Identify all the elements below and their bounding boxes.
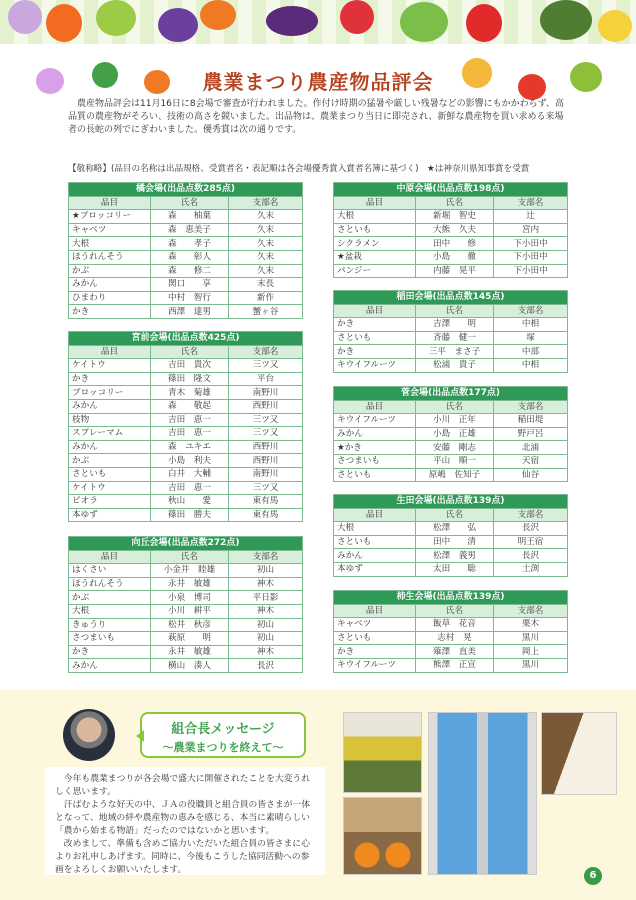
table-row [334,250,568,264]
name-cell: 田中 清 [416,535,494,549]
name-cell: 中村 智行 [151,291,229,305]
name-cell: 吉田 恵一 [151,481,229,495]
branch-cell: 黒川 [494,631,568,645]
item-cell: キウイフルーツ [334,358,416,372]
message-paragraph: 今年も農業まつりが各会場で盛大に開催されたことを大変うれしく思います。 [55,774,311,797]
item-cell: きゅうり [69,618,151,632]
branch-cell: 久末 [229,264,303,278]
item-cell: ひまわり [69,291,151,305]
table-row [334,345,568,359]
item-cell: かき [69,372,151,386]
name-cell: 大熊 久夫 [416,223,494,237]
venue-results-table [333,494,568,577]
item-cell: ほうれんそう [69,250,151,264]
branch-cell: 初山 [229,564,303,578]
legend-note: 【敬称略】(品目の名称は出品規格、受賞者名・表記順は各会場優秀賞入賞者名簿に基づく) ★は神奈川県知事賞を受賞 [68,164,530,174]
venue-title: 向丘会場(出品点数272点) [69,537,303,551]
name-cell: 小島 正雄 [416,427,494,441]
item-cell: かき [69,305,151,319]
column-header: 品目 [334,508,416,522]
name-cell: 平山 順一 [416,454,494,468]
branch-cell: 久末 [229,223,303,237]
table-row [334,223,568,237]
branch-cell: 末長 [229,278,303,292]
name-cell: 吉澤 明 [416,318,494,332]
branch-cell: 栗木 [494,618,568,632]
item-cell: かき [334,645,416,659]
item-cell: ★かき [334,441,416,455]
table-row [334,318,568,332]
branch-cell: 東有馬 [229,495,303,509]
name-cell: 新堀 智史 [416,210,494,224]
column-header: 支部名 [229,345,303,359]
name-cell: 松浦 貴子 [416,358,494,372]
item-cell: ビオラ [69,495,151,509]
branch-cell: 神木 [229,604,303,618]
column-header: 氏名 [416,604,494,618]
name-cell: 小川 耕平 [151,604,229,618]
name-cell: 青木 菊雄 [151,386,229,400]
name-cell: 関口 享 [151,278,229,292]
award-ceremony-photo [428,712,537,875]
page-number: 6 [584,867,602,885]
column-header: 支部名 [229,550,303,564]
table-row [69,237,303,251]
branch-cell: 長沢 [494,522,568,536]
table-row [334,549,568,563]
name-cell: 吉田 恵一 [151,413,229,427]
message-paragraph: 改めまして、準備も含めご協力いただいた組合員の皆さまに心よりお礼申しあげます。同時に、今後もこうした協同活動への参画をよろしくお願いいたします。 [55,839,310,875]
venue-results-table [68,536,303,673]
persimmon-illustration [200,0,236,30]
venue-title: 橘会場(出品点数285点) [69,183,303,197]
venue-title: 柿生会場(出品点数139点) [334,591,568,605]
item-cell: さといも [334,331,416,345]
strawberry-illustration [340,0,374,34]
name-cell: 安藤 剛志 [416,441,494,455]
name-cell: 西澤 達男 [151,305,229,319]
column-header-row [334,304,568,318]
name-cell: 秋山 愛 [151,495,229,509]
branch-cell: 下小田中 [494,264,568,278]
table-row [334,264,568,278]
branch-cell: 天宿 [494,454,568,468]
item-cell: キャベツ [334,618,416,632]
branch-cell: 三ツ又 [229,359,303,373]
column-header: 品目 [334,400,416,414]
apple-illustration [598,10,632,42]
cabbage-illustration [400,2,448,42]
item-cell: 本ゆず [334,562,416,576]
column-header-row [334,196,568,210]
branch-cell: 長沢 [229,659,303,673]
table-row [69,291,303,305]
kiwi-exhibit-photo [541,712,617,795]
table-row [69,659,303,673]
table-row [69,440,303,454]
branch-cell: 稲田堤 [494,414,568,428]
item-cell: 本ゆず [69,508,151,522]
venue-results-table [68,182,303,319]
column-header-row [334,604,568,618]
table-row [69,632,303,646]
name-cell: 小泉 博司 [151,591,229,605]
branch-cell: 中部 [494,345,568,359]
table-row [69,467,303,481]
message-body [45,767,325,875]
table-row [334,645,568,659]
item-cell: 枝物 [69,413,151,427]
name-cell: 飯草 花音 [416,618,494,632]
branch-cell: 中相 [494,318,568,332]
branch-cell: 神木 [229,645,303,659]
column-header: 支部名 [494,604,568,618]
venue-results-table [333,290,568,373]
venue-results-table [333,386,568,482]
item-cell: さつまいも [69,632,151,646]
name-cell: 斉藤 健一 [416,331,494,345]
column-header: 氏名 [416,400,494,414]
column-header-row [69,345,303,359]
name-cell: 松澤 弘 [416,522,494,536]
name-cell: 吉田 貴次 [151,359,229,373]
item-cell: 大根 [69,604,151,618]
item-cell: かき [69,645,151,659]
branch-cell: 明王宿 [494,535,568,549]
branch-cell: 新作 [229,291,303,305]
branch-cell: 辻 [494,210,568,224]
page-title: 農業まつり農産物品評会 [202,70,434,94]
branch-cell: 久末 [229,237,303,251]
column-header: 氏名 [416,304,494,318]
pansy-illustration [158,8,198,42]
name-cell: 三平 まさ子 [416,345,494,359]
table-row [334,562,568,576]
item-cell: ブロッコリー [69,386,151,400]
venue-results-table [68,331,303,522]
name-cell: 森 恵美子 [151,223,229,237]
table-row [334,427,568,441]
table-row [69,427,303,441]
pumpkin-illustration [540,0,592,40]
column-header-row [69,196,303,210]
column-header-row [334,508,568,522]
column-header: 支部名 [494,304,568,318]
column-header: 品目 [334,304,416,318]
table-row [69,481,303,495]
branch-cell: 北浦 [494,441,568,455]
branch-cell: 三ツ又 [229,413,303,427]
table-row [334,331,568,345]
branch-cell: 三ツ又 [229,427,303,441]
name-cell: 小島 徹 [416,250,494,264]
branch-cell: 南野川 [229,467,303,481]
branch-cell: 西野川 [229,399,303,413]
name-cell: 篠田 勝夫 [151,508,229,522]
intro-text: 農産物品評会は11月16日に8会場で審査が行われました。作付け時期の猛暑や厳しい残暑などの影響にもかかわらず、高品質の農産物がそろい、技術の高さを競いました。出品物は、農業まつり当日に即売され、新鮮な農産物を買い求める来場者の長蛇の列でにぎわいました。優秀賞は次の通りです。 [68,99,564,135]
item-cell: みかん [69,440,151,454]
name-cell: 森 彰人 [151,250,229,264]
name-cell: 篠田 隆文 [151,372,229,386]
table-row [334,468,568,482]
name-cell: 森 修二 [151,264,229,278]
table-row [69,564,303,578]
branch-cell: 土渕 [494,562,568,576]
venue-results-table [333,590,568,673]
name-cell: 吉田 恵一 [151,427,229,441]
name-cell: 森 ユキエ [151,440,229,454]
branch-cell: 宮内 [494,223,568,237]
table-row [334,454,568,468]
item-cell: かき [334,345,416,359]
item-cell: ★盆栽 [334,250,416,264]
name-cell: 薙澤 直美 [416,645,494,659]
table-row [69,264,303,278]
venue-title: 稲田会場(出品点数145点) [334,291,568,305]
item-cell: キャベツ [69,223,151,237]
column-header: 支部名 [494,400,568,414]
item-cell: かぶ [69,454,151,468]
message-subheading: ～農業まつりを終えて～ [162,741,284,754]
table-row [69,618,303,632]
message-paragraph: 汗ばむような好天の中、ＪＡの役職員と組合員の皆さまが一体となって、地域の絆や農産物の恵みを感じる、本当に素晴らしい「農から始まる物語」だったのではないかと思います。 [55,800,311,836]
branch-cell: 初山 [229,632,303,646]
name-cell: 熊澤 正宣 [416,658,494,672]
table-row [334,658,568,672]
table-row [69,454,303,468]
table-row [334,358,568,372]
column-header: 品目 [334,196,416,210]
branch-cell: 岡上 [494,645,568,659]
pansy-illustration [8,0,42,34]
table-row [69,413,303,427]
table-row [69,645,303,659]
column-header: 氏名 [151,345,229,359]
pepper-illustration [466,4,502,42]
item-cell: みかん [69,399,151,413]
name-cell: 内藤 晃平 [416,264,494,278]
item-cell: かぶ [69,591,151,605]
persimmon-exhibit-photo [343,797,422,875]
item-cell: 大根 [334,210,416,224]
column-header: 品目 [334,604,416,618]
branch-cell: 久末 [229,210,303,224]
column-header: 品目 [69,196,151,210]
name-cell: 太田 聡 [416,562,494,576]
table-row [334,618,568,632]
branch-cell: 初山 [229,618,303,632]
item-cell: みかん [69,278,151,292]
table-row [334,414,568,428]
item-cell: はくさい [69,564,151,578]
venue-title: 中原会場(出品点数198点) [334,183,568,197]
column-header: 支部名 [494,508,568,522]
branch-cell: 長沢 [494,549,568,563]
table-row [69,508,303,522]
item-cell: さといも [69,467,151,481]
table-row [69,372,303,386]
table-row [69,278,303,292]
branch-cell: 西野川 [229,454,303,468]
item-cell: さといも [334,223,416,237]
name-cell: 森 敬起 [151,399,229,413]
branch-cell: 中相 [494,358,568,372]
column-header: 氏名 [416,508,494,522]
name-cell: 白井 大輔 [151,467,229,481]
item-cell: ★ブロッコリー [69,210,151,224]
venue-title: 菅会場(出品点数177点) [334,387,568,401]
column-header: 氏名 [416,196,494,210]
item-cell: パンジー [334,264,416,278]
table-row [69,604,303,618]
branch-cell: 三ツ又 [229,481,303,495]
kiwi-illustration [96,0,136,36]
branch-cell: 下小田中 [494,237,568,251]
name-cell: 萩原 明 [151,632,229,646]
branch-cell: 平日影 [229,591,303,605]
name-cell: 田中 修 [416,237,494,251]
branch-cell: 野戸呂 [494,427,568,441]
name-cell: 永井 敏雄 [151,577,229,591]
table-row [334,522,568,536]
item-cell: ケイトウ [69,481,151,495]
table-row [69,305,303,319]
name-cell: 永井 敏雄 [151,645,229,659]
name-cell: 小島 利夫 [151,454,229,468]
branch-cell: 神木 [229,577,303,591]
name-cell: 小金井 睦雄 [151,564,229,578]
table-row [334,441,568,455]
table-row [334,237,568,251]
item-cell: 大根 [69,237,151,251]
table-row [69,577,303,591]
item-cell: スプレーマム [69,427,151,441]
name-cell: 松井 秋彦 [151,618,229,632]
branch-cell: 平台 [229,372,303,386]
column-header-row [69,550,303,564]
name-cell: 横山 湊人 [151,659,229,673]
column-header: 氏名 [151,550,229,564]
item-cell: シクラメン [334,237,416,251]
name-cell: 原嶋 佐知子 [416,468,494,482]
table-row [69,223,303,237]
item-cell: さといも [334,468,416,482]
name-cell: 森 孝子 [151,237,229,251]
branch-cell: 久末 [229,250,303,264]
table-row [69,210,303,224]
branch-cell: 南野川 [229,386,303,400]
branch-cell: 塚 [494,331,568,345]
name-cell: 松澤 義男 [416,549,494,563]
name-cell: 森 柚葉 [151,210,229,224]
column-header-row [334,400,568,414]
table-row [69,250,303,264]
branch-cell: 東有馬 [229,508,303,522]
item-cell: かぶ [69,264,151,278]
name-cell: 小川 正年 [416,414,494,428]
table-row [69,495,303,509]
table-row [69,359,303,373]
branch-cell: 下小田中 [494,250,568,264]
message-speech-bubble [140,712,306,758]
table-row [334,535,568,549]
item-cell: みかん [334,427,416,441]
column-header: 氏名 [151,196,229,210]
item-cell: かき [334,318,416,332]
venue-results-table [333,182,568,278]
venue-title: 宮前会場(出品点数425点) [69,332,303,346]
branch-cell: 蟹ヶ谷 [229,305,303,319]
item-cell: ほうれんそう [69,577,151,591]
item-cell: さつまいも [334,454,416,468]
column-header: 支部名 [494,196,568,210]
chrysanthemum-photo [343,712,422,793]
branch-cell: 仙谷 [494,468,568,482]
table-row [334,210,568,224]
table-row [69,591,303,605]
table-row [69,386,303,400]
item-cell: みかん [69,659,151,673]
item-cell: さといも [334,631,416,645]
pepper-illustration [46,4,82,42]
item-cell: ケイトウ [69,359,151,373]
item-cell: 大根 [334,522,416,536]
item-cell: さといも [334,535,416,549]
message-heading: 組合長メッセージ [171,722,275,737]
item-cell: みかん [334,549,416,563]
eggplant-illustration [266,6,318,36]
item-cell: キウイフルーツ [334,414,416,428]
venue-title: 生田会場(出品点数139点) [334,495,568,509]
column-header: 品目 [69,550,151,564]
vegetable-header-banner [0,0,636,44]
branch-cell: 西野川 [229,440,303,454]
table-row [334,631,568,645]
item-cell: キウイフルーツ [334,658,416,672]
branch-cell: 黒川 [494,658,568,672]
column-header: 支部名 [229,196,303,210]
column-header: 品目 [69,345,151,359]
president-photo [63,709,115,761]
name-cell: 志村 晃 [416,631,494,645]
table-row [69,399,303,413]
